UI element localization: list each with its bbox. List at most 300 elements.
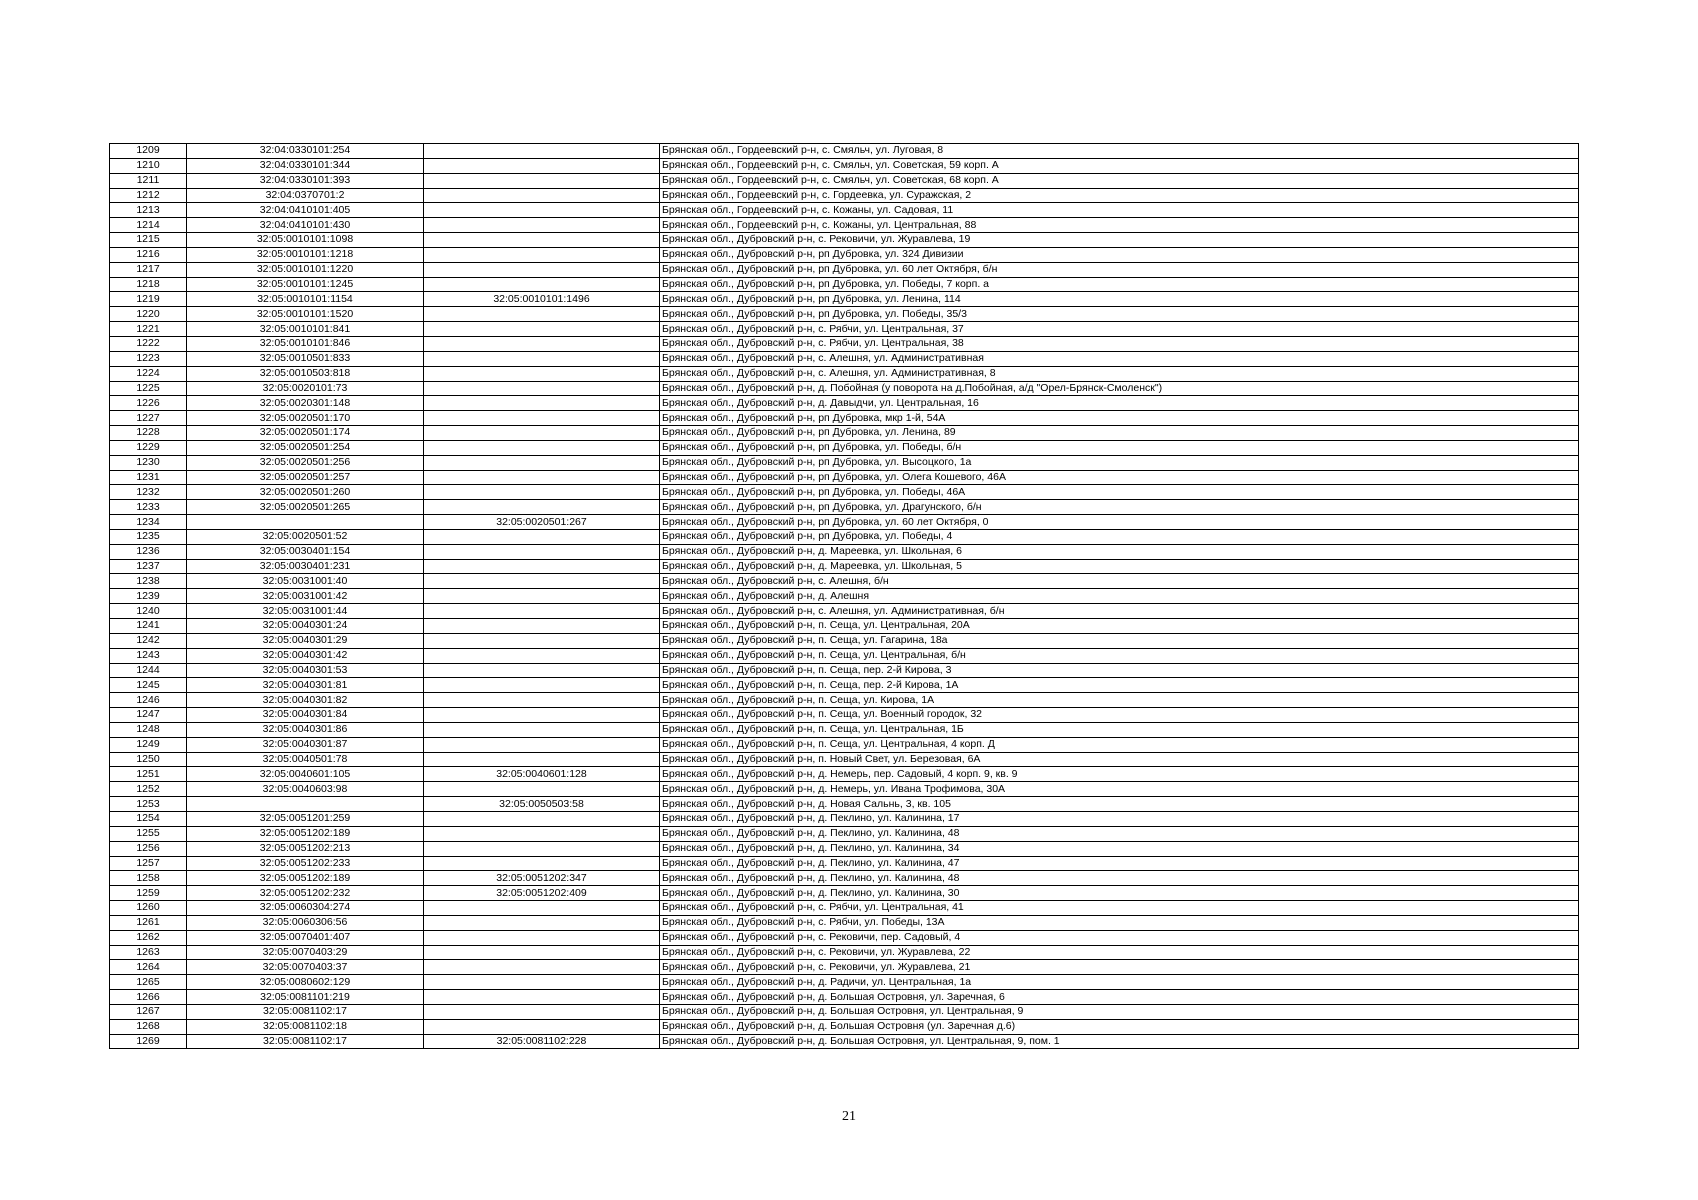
address-cell: Брянская обл., Дубровский р-н, д. Немерь, ул. Ивана Трофимова, 30А	[660, 782, 1579, 797]
row-number-cell: 1222	[110, 336, 187, 351]
cadastral-number-cell: 32:05:0010101:1098	[187, 233, 424, 248]
row-number-cell: 1224	[110, 366, 187, 381]
table-row	[110, 544, 1579, 559]
address-cell: Брянская обл., Дубровский р-н, д. Алешня	[660, 589, 1579, 604]
related-cadastral-number-cell: 32:05:0051202:347	[424, 871, 660, 886]
cadastral-number-cell: 32:05:0020501:265	[187, 500, 424, 515]
address-cell: Брянская обл., Дубровский р-н, п. Сеща, ул. Центральная, 4 корп. Д	[660, 737, 1579, 752]
row-number-cell: 1257	[110, 856, 187, 871]
row-number-cell: 1264	[110, 960, 187, 975]
related-cadastral-number-cell	[424, 247, 660, 262]
table-row	[110, 515, 1579, 530]
table-row	[110, 604, 1579, 619]
table-row	[110, 381, 1579, 396]
address-cell: Брянская обл., Дубровский р-н, рп Дубровка, ул. Драгунского, б/н	[660, 500, 1579, 515]
table-row	[110, 411, 1579, 426]
cadastral-number-cell: 32:05:0081101:219	[187, 990, 424, 1005]
row-number-cell: 1251	[110, 767, 187, 782]
cadastral-number-cell: 32:05:0051202:189	[187, 871, 424, 886]
related-cadastral-number-cell	[424, 975, 660, 990]
cadastral-number-cell: 32:05:0010101:1520	[187, 307, 424, 322]
cadastral-number-cell: 32:05:0031001:42	[187, 589, 424, 604]
cadastral-number-cell: 32:05:0010101:1218	[187, 247, 424, 262]
related-cadastral-number-cell: 32:05:0050503:58	[424, 797, 660, 812]
row-number-cell: 1226	[110, 396, 187, 411]
related-cadastral-number-cell	[424, 411, 660, 426]
row-number-cell: 1212	[110, 188, 187, 203]
cadastral-number-cell: 32:05:0040301:82	[187, 693, 424, 708]
cadastral-number-cell: 32:05:0010101:1245	[187, 277, 424, 292]
cadastral-number-cell: 32:05:0040301:24	[187, 619, 424, 634]
cadastral-number-cell: 32:05:0020501:174	[187, 426, 424, 441]
row-number-cell: 1247	[110, 708, 187, 723]
table-row	[110, 262, 1579, 277]
table-row	[110, 619, 1579, 634]
related-cadastral-number-cell	[424, 233, 660, 248]
row-number-cell: 1266	[110, 990, 187, 1005]
table-row	[110, 1004, 1579, 1019]
registry-table-body	[110, 144, 1579, 1049]
table-row	[110, 752, 1579, 767]
address-cell: Брянская обл., Дубровский р-н, п. Сеща, ул. Центральная, 20А	[660, 619, 1579, 634]
row-number-cell: 1215	[110, 233, 187, 248]
row-number-cell: 1243	[110, 648, 187, 663]
cadastral-number-cell: 32:05:0010101:1154	[187, 292, 424, 307]
table-row	[110, 826, 1579, 841]
row-number-cell: 1229	[110, 440, 187, 455]
cadastral-number-cell: 32:05:0020501:257	[187, 470, 424, 485]
table-row	[110, 485, 1579, 500]
row-number-cell: 1244	[110, 663, 187, 678]
related-cadastral-number-cell	[424, 945, 660, 960]
table-row	[110, 960, 1579, 975]
row-number-cell: 1233	[110, 500, 187, 515]
row-number-cell: 1249	[110, 737, 187, 752]
row-number-cell: 1236	[110, 544, 187, 559]
address-cell: Брянская обл., Дубровский р-н, рп Дубровка, ул. 60 лет Октября, б/н	[660, 262, 1579, 277]
cadastral-number-cell: 32:05:0040301:84	[187, 708, 424, 723]
table-row	[110, 945, 1579, 960]
cadastral-number-cell: 32:05:0060304:274	[187, 901, 424, 916]
address-cell: Брянская обл., Гордеевский р-н, с. Кожаны, ул. Центральная, 88	[660, 218, 1579, 233]
address-cell: Брянская обл., Дубровский р-н, д. Мареевка, ул. Школьная, 5	[660, 559, 1579, 574]
address-cell: Брянская обл., Дубровский р-н, рп Дубровка, ул. Победы, 7 корп. а	[660, 277, 1579, 292]
row-number-cell: 1269	[110, 1034, 187, 1049]
related-cadastral-number-cell	[424, 559, 660, 574]
related-cadastral-number-cell	[424, 990, 660, 1005]
related-cadastral-number-cell	[424, 693, 660, 708]
address-cell: Брянская обл., Дубровский р-н, с. Рябчи, ул. Центральная, 37	[660, 322, 1579, 337]
row-number-cell: 1231	[110, 470, 187, 485]
table-row	[110, 633, 1579, 648]
table-row	[110, 767, 1579, 782]
related-cadastral-number-cell	[424, 500, 660, 515]
address-cell: Брянская обл., Дубровский р-н, д. Пеклино, ул. Калинина, 48	[660, 871, 1579, 886]
cadastral-number-cell: 32:05:0070403:37	[187, 960, 424, 975]
address-cell: Брянская обл., Дубровский р-н, рп Дубровка, ул. Победы, 4	[660, 529, 1579, 544]
related-cadastral-number-cell	[424, 396, 660, 411]
table-row	[110, 500, 1579, 515]
table-row	[110, 782, 1579, 797]
address-cell: Брянская обл., Дубровский р-н, п. Сеща, ул. Центральная, 1Б	[660, 722, 1579, 737]
cadastral-number-cell: 32:05:0081102:17	[187, 1034, 424, 1049]
row-number-cell: 1256	[110, 841, 187, 856]
table-row	[110, 203, 1579, 218]
related-cadastral-number-cell	[424, 856, 660, 871]
row-number-cell: 1242	[110, 633, 187, 648]
address-cell: Брянская обл., Дубровский р-н, рп Дубровка, ул. Победы, 46А	[660, 485, 1579, 500]
cadastral-number-cell: 32:05:0010101:841	[187, 322, 424, 337]
related-cadastral-number-cell	[424, 633, 660, 648]
cadastral-number-cell: 32:05:0080602:129	[187, 975, 424, 990]
address-cell: Брянская обл., Дубровский р-н, п. Сеща, пер. 2-й Кирова, 3	[660, 663, 1579, 678]
table-row	[110, 470, 1579, 485]
related-cadastral-number-cell	[424, 648, 660, 663]
row-number-cell: 1237	[110, 559, 187, 574]
table-row	[110, 188, 1579, 203]
row-number-cell: 1267	[110, 1004, 187, 1019]
related-cadastral-number-cell	[424, 782, 660, 797]
related-cadastral-number-cell	[424, 663, 660, 678]
table-row	[110, 322, 1579, 337]
cadastral-number-cell: 32:05:0020501:256	[187, 455, 424, 470]
table-row	[110, 693, 1579, 708]
cadastral-number-cell: 32:05:0020501:260	[187, 485, 424, 500]
address-cell: Брянская обл., Дубровский р-н, рп Дубровка, ул. Ленина, 89	[660, 426, 1579, 441]
related-cadastral-number-cell	[424, 737, 660, 752]
address-cell: Брянская обл., Дубровский р-н, с. Алешня, ул. Административная	[660, 351, 1579, 366]
table-row	[110, 990, 1579, 1005]
address-cell: Брянская обл., Дубровский р-н, п. Новый Свет, ул. Березовая, 6А	[660, 752, 1579, 767]
address-cell: Брянская обл., Дубровский р-н, д. Пеклино, ул. Калинина, 47	[660, 856, 1579, 871]
address-cell: Брянская обл., Дубровский р-н, д. Давыдчи, ул. Центральная, 16	[660, 396, 1579, 411]
address-cell: Брянская обл., Дубровский р-н, д. Большая Островня (ул. Заречная д.6)	[660, 1019, 1579, 1034]
cadastral-number-cell: 32:05:0051202:232	[187, 886, 424, 901]
table-row	[110, 1034, 1579, 1049]
cadastral-number-cell: 32:04:0330101:254	[187, 144, 424, 159]
row-number-cell: 1238	[110, 574, 187, 589]
address-cell: Брянская обл., Дубровский р-н, рп Дубровка, ул. 324 Дивизии	[660, 247, 1579, 262]
row-number-cell: 1261	[110, 915, 187, 930]
related-cadastral-number-cell: 32:05:0010101:1496	[424, 292, 660, 307]
cadastral-number-cell: 32:05:0051202:213	[187, 841, 424, 856]
cadastral-number-cell: 32:05:0040301:81	[187, 678, 424, 693]
address-cell: Брянская обл., Дубровский р-н, с. Рековичи, ул. Журавлева, 19	[660, 233, 1579, 248]
table-row	[110, 351, 1579, 366]
cadastral-number-cell: 32:05:0051201:259	[187, 811, 424, 826]
address-cell: Брянская обл., Дубровский р-н, рп Дубровка, ул. Олега Кошевого, 46А	[660, 470, 1579, 485]
cadastral-number-cell: 32:05:0030401:154	[187, 544, 424, 559]
row-number-cell: 1235	[110, 529, 187, 544]
row-number-cell: 1255	[110, 826, 187, 841]
related-cadastral-number-cell	[424, 841, 660, 856]
row-number-cell: 1246	[110, 693, 187, 708]
table-row	[110, 426, 1579, 441]
address-cell: Брянская обл., Дубровский р-н, д. Немерь, пер. Садовый, 4 корп. 9, кв. 9	[660, 767, 1579, 782]
related-cadastral-number-cell	[424, 144, 660, 159]
table-row	[110, 589, 1579, 604]
related-cadastral-number-cell: 32:05:0040601:128	[424, 767, 660, 782]
related-cadastral-number-cell	[424, 604, 660, 619]
cadastral-number-cell: 32:05:0010101:846	[187, 336, 424, 351]
table-row	[110, 708, 1579, 723]
row-number-cell: 1248	[110, 722, 187, 737]
address-cell: Брянская обл., Гордеевский р-н, с. Смяльч, ул. Советская, 68 корп. А	[660, 173, 1579, 188]
row-number-cell: 1216	[110, 247, 187, 262]
related-cadastral-number-cell	[424, 203, 660, 218]
related-cadastral-number-cell	[424, 901, 660, 916]
address-cell: Брянская обл., Дубровский р-н, д. Пеклино, ул. Калинина, 34	[660, 841, 1579, 856]
related-cadastral-number-cell	[424, 351, 660, 366]
table-row	[110, 292, 1579, 307]
table-row	[110, 277, 1579, 292]
table-row	[110, 173, 1579, 188]
address-cell: Брянская обл., Дубровский р-н, д. Мареевка, ул. Школьная, 6	[660, 544, 1579, 559]
address-cell: Брянская обл., Дубровский р-н, д. Радичи, ул. Центральная, 1а	[660, 975, 1579, 990]
related-cadastral-number-cell	[424, 589, 660, 604]
table-row	[110, 396, 1579, 411]
address-cell: Брянская обл., Дубровский р-н, с. Рябчи, ул. Центральная, 41	[660, 901, 1579, 916]
address-cell: Брянская обл., Дубровский р-н, рп Дубровка, ул. Высоцкого, 1а	[660, 455, 1579, 470]
row-number-cell: 1252	[110, 782, 187, 797]
row-number-cell: 1239	[110, 589, 187, 604]
row-number-cell: 1262	[110, 930, 187, 945]
address-cell: Брянская обл., Дубровский р-н, рп Дубровка, ул. Ленина, 114	[660, 292, 1579, 307]
related-cadastral-number-cell: 32:05:0081102:228	[424, 1034, 660, 1049]
address-cell: Брянская обл., Дубровский р-н, д. Большая Островня, ул. Центральная, 9	[660, 1004, 1579, 1019]
cadastral-number-cell: 32:05:0031001:40	[187, 574, 424, 589]
row-number-cell: 1232	[110, 485, 187, 500]
cadastral-number-cell	[187, 797, 424, 812]
related-cadastral-number-cell	[424, 752, 660, 767]
related-cadastral-number-cell	[424, 722, 660, 737]
table-row	[110, 158, 1579, 173]
address-cell: Брянская обл., Дубровский р-н, д. Пеклино, ул. Калинина, 30	[660, 886, 1579, 901]
related-cadastral-number-cell	[424, 1004, 660, 1019]
table-row	[110, 529, 1579, 544]
cadastral-number-cell: 32:04:0410101:405	[187, 203, 424, 218]
address-cell: Брянская обл., Дубровский р-н, д. Большая Островня, ул. Центральная, 9, пом. 1	[660, 1034, 1579, 1049]
related-cadastral-number-cell	[424, 960, 660, 975]
table-row	[110, 648, 1579, 663]
address-cell: Брянская обл., Дубровский р-н, с. Алешня, ул. Административная, 8	[660, 366, 1579, 381]
address-cell: Брянская обл., Дубровский р-н, д. Пеклино, ул. Калинина, 17	[660, 811, 1579, 826]
related-cadastral-number-cell	[424, 188, 660, 203]
address-cell: Брянская обл., Дубровский р-н, рп Дубровка, ул. 60 лет Октября, 0	[660, 515, 1579, 530]
cadastral-number-cell: 32:05:0040301:86	[187, 722, 424, 737]
address-cell: Брянская обл., Дубровский р-н, с. Рековичи, ул. Журавлева, 21	[660, 960, 1579, 975]
cadastral-number-cell: 32:05:0040301:53	[187, 663, 424, 678]
table-row	[110, 722, 1579, 737]
table-row	[110, 915, 1579, 930]
related-cadastral-number-cell	[424, 381, 660, 396]
related-cadastral-number-cell	[424, 277, 660, 292]
address-cell: Брянская обл., Дубровский р-н, с. Алешня, ул. Административная, б/н	[660, 604, 1579, 619]
row-number-cell: 1253	[110, 797, 187, 812]
related-cadastral-number-cell: 32:05:0020501:267	[424, 515, 660, 530]
address-cell: Брянская обл., Дубровский р-н, с. Рябчи, ул. Победы, 13А	[660, 915, 1579, 930]
cadastral-number-cell: 32:05:0040601:105	[187, 767, 424, 782]
row-number-cell: 1225	[110, 381, 187, 396]
cadastral-number-cell: 32:05:0040501:78	[187, 752, 424, 767]
table-row	[110, 1019, 1579, 1034]
related-cadastral-number-cell	[424, 529, 660, 544]
cadastral-number-cell	[187, 515, 424, 530]
row-number-cell: 1209	[110, 144, 187, 159]
row-number-cell: 1221	[110, 322, 187, 337]
related-cadastral-number-cell	[424, 708, 660, 723]
address-cell: Брянская обл., Дубровский р-н, п. Сеща, ул. Военный городок, 32	[660, 708, 1579, 723]
table-row	[110, 233, 1579, 248]
cadastral-number-cell: 32:05:0051202:233	[187, 856, 424, 871]
cadastral-number-cell: 32:05:0040603:98	[187, 782, 424, 797]
address-cell: Брянская обл., Дубровский р-н, д. Побойная (у поворота на д.Побойная, а/д "Орел-Брянск-Смоленск")	[660, 381, 1579, 396]
table-row	[110, 559, 1579, 574]
table-row	[110, 797, 1579, 812]
cadastral-number-cell: 32:05:0010503:818	[187, 366, 424, 381]
cadastral-number-cell: 32:05:0020501:254	[187, 440, 424, 455]
row-number-cell: 1220	[110, 307, 187, 322]
table-row	[110, 440, 1579, 455]
row-number-cell: 1228	[110, 426, 187, 441]
row-number-cell: 1240	[110, 604, 187, 619]
cadastral-number-cell: 32:05:0081102:17	[187, 1004, 424, 1019]
row-number-cell: 1260	[110, 901, 187, 916]
related-cadastral-number-cell	[424, 811, 660, 826]
related-cadastral-number-cell	[424, 544, 660, 559]
table-row	[110, 901, 1579, 916]
row-number-cell: 1250	[110, 752, 187, 767]
table-row	[110, 841, 1579, 856]
row-number-cell: 1268	[110, 1019, 187, 1034]
row-number-cell: 1263	[110, 945, 187, 960]
row-number-cell: 1234	[110, 515, 187, 530]
address-cell: Брянская обл., Дубровский р-н, с. Алешня, б/н	[660, 574, 1579, 589]
table-row	[110, 678, 1579, 693]
related-cadastral-number-cell	[424, 218, 660, 233]
table-row	[110, 366, 1579, 381]
related-cadastral-number-cell	[424, 574, 660, 589]
row-number-cell: 1210	[110, 158, 187, 173]
page-number: 21	[842, 1109, 856, 1124]
cadastral-number-cell: 32:04:0330101:344	[187, 158, 424, 173]
row-number-cell: 1230	[110, 455, 187, 470]
cadastral-number-cell: 32:05:0051202:189	[187, 826, 424, 841]
related-cadastral-number-cell	[424, 930, 660, 945]
row-number-cell: 1227	[110, 411, 187, 426]
row-number-cell: 1241	[110, 619, 187, 634]
cadastral-number-cell: 32:05:0030401:231	[187, 559, 424, 574]
related-cadastral-number-cell	[424, 826, 660, 841]
address-cell: Брянская обл., Гордеевский р-н, с. Кожаны, ул. Садовая, 11	[660, 203, 1579, 218]
row-number-cell: 1218	[110, 277, 187, 292]
related-cadastral-number-cell	[424, 158, 660, 173]
address-cell: Брянская обл., Гордеевский р-н, с. Смяльч, ул. Советская, 59 корп. А	[660, 158, 1579, 173]
table-row	[110, 336, 1579, 351]
cadastral-number-cell: 32:05:0040301:87	[187, 737, 424, 752]
address-cell: Брянская обл., Дубровский р-н, рп Дубровка, мкр 1-й, 54А	[660, 411, 1579, 426]
address-cell: Брянская обл., Дубровский р-н, п. Сеща, пер. 2-й Кирова, 1А	[660, 678, 1579, 693]
cadastral-number-cell: 32:05:0081102:18	[187, 1019, 424, 1034]
row-number-cell: 1265	[110, 975, 187, 990]
address-cell: Брянская обл., Дубровский р-н, с. Рябчи, ул. Центральная, 38	[660, 336, 1579, 351]
address-cell: Брянская обл., Дубровский р-н, рп Дубровка, ул. Победы, б/н	[660, 440, 1579, 455]
address-cell: Брянская обл., Гордеевский р-н, с. Гордеевка, ул. Суражская, 2	[660, 188, 1579, 203]
cadastral-number-cell: 32:05:0020101:73	[187, 381, 424, 396]
table-row	[110, 737, 1579, 752]
table-row	[110, 663, 1579, 678]
row-number-cell: 1254	[110, 811, 187, 826]
table-row	[110, 574, 1579, 589]
related-cadastral-number-cell	[424, 366, 660, 381]
address-cell: Брянская обл., Дубровский р-н, п. Сеща, ул. Кирова, 1А	[660, 693, 1579, 708]
table-row	[110, 455, 1579, 470]
related-cadastral-number-cell	[424, 440, 660, 455]
address-cell: Брянская обл., Дубровский р-н, д. Пеклино, ул. Калинина, 48	[660, 826, 1579, 841]
table-row	[110, 886, 1579, 901]
cadastral-number-cell: 32:05:0040301:29	[187, 633, 424, 648]
registry-table	[109, 143, 1579, 1049]
address-cell: Брянская обл., Гордеевский р-н, с. Смяльч, ул. Луговая, 8	[660, 144, 1579, 159]
cadastral-number-cell: 32:05:0060306:56	[187, 915, 424, 930]
cadastral-number-cell: 32:04:0330101:393	[187, 173, 424, 188]
table-row	[110, 307, 1579, 322]
cadastral-number-cell: 32:04:0410101:430	[187, 218, 424, 233]
table-row	[110, 218, 1579, 233]
table-row	[110, 144, 1579, 159]
related-cadastral-number-cell: 32:05:0051202:409	[424, 886, 660, 901]
related-cadastral-number-cell	[424, 322, 660, 337]
address-cell: Брянская обл., Дубровский р-н, п. Сеща, ул. Гагарина, 18а	[660, 633, 1579, 648]
related-cadastral-number-cell	[424, 485, 660, 500]
related-cadastral-number-cell	[424, 619, 660, 634]
table-row	[110, 856, 1579, 871]
cadastral-number-cell: 32:05:0020501:170	[187, 411, 424, 426]
address-cell: Брянская обл., Дубровский р-н, рп Дубровка, ул. Победы, 35/3	[660, 307, 1579, 322]
row-number-cell: 1223	[110, 351, 187, 366]
cadastral-number-cell: 32:05:0010501:833	[187, 351, 424, 366]
cadastral-number-cell: 32:05:0020501:52	[187, 529, 424, 544]
table-row	[110, 975, 1579, 990]
related-cadastral-number-cell	[424, 307, 660, 322]
related-cadastral-number-cell	[424, 336, 660, 351]
row-number-cell: 1217	[110, 262, 187, 277]
related-cadastral-number-cell	[424, 426, 660, 441]
row-number-cell: 1211	[110, 173, 187, 188]
related-cadastral-number-cell	[424, 915, 660, 930]
related-cadastral-number-cell	[424, 678, 660, 693]
row-number-cell: 1258	[110, 871, 187, 886]
related-cadastral-number-cell	[424, 173, 660, 188]
cadastral-number-cell: 32:05:0010101:1220	[187, 262, 424, 277]
related-cadastral-number-cell	[424, 455, 660, 470]
cadastral-number-cell: 32:04:0370701:2	[187, 188, 424, 203]
address-cell: Брянская обл., Дубровский р-н, д. Новая Сальнь, 3, кв. 105	[660, 797, 1579, 812]
address-cell: Брянская обл., Дубровский р-н, с. Рековичи, пер. Садовый, 4	[660, 930, 1579, 945]
table-row	[110, 247, 1579, 262]
cadastral-number-cell: 32:05:0040301:42	[187, 648, 424, 663]
row-number-cell: 1213	[110, 203, 187, 218]
related-cadastral-number-cell	[424, 262, 660, 277]
related-cadastral-number-cell	[424, 1019, 660, 1034]
cadastral-number-cell: 32:05:0070403:29	[187, 945, 424, 960]
cadastral-number-cell: 32:05:0020301:148	[187, 396, 424, 411]
address-cell: Брянская обл., Дубровский р-н, д. Большая Островня, ул. Заречная, 6	[660, 990, 1579, 1005]
related-cadastral-number-cell	[424, 470, 660, 485]
row-number-cell: 1219	[110, 292, 187, 307]
row-number-cell: 1245	[110, 678, 187, 693]
cadastral-number-cell: 32:05:0070401:407	[187, 930, 424, 945]
